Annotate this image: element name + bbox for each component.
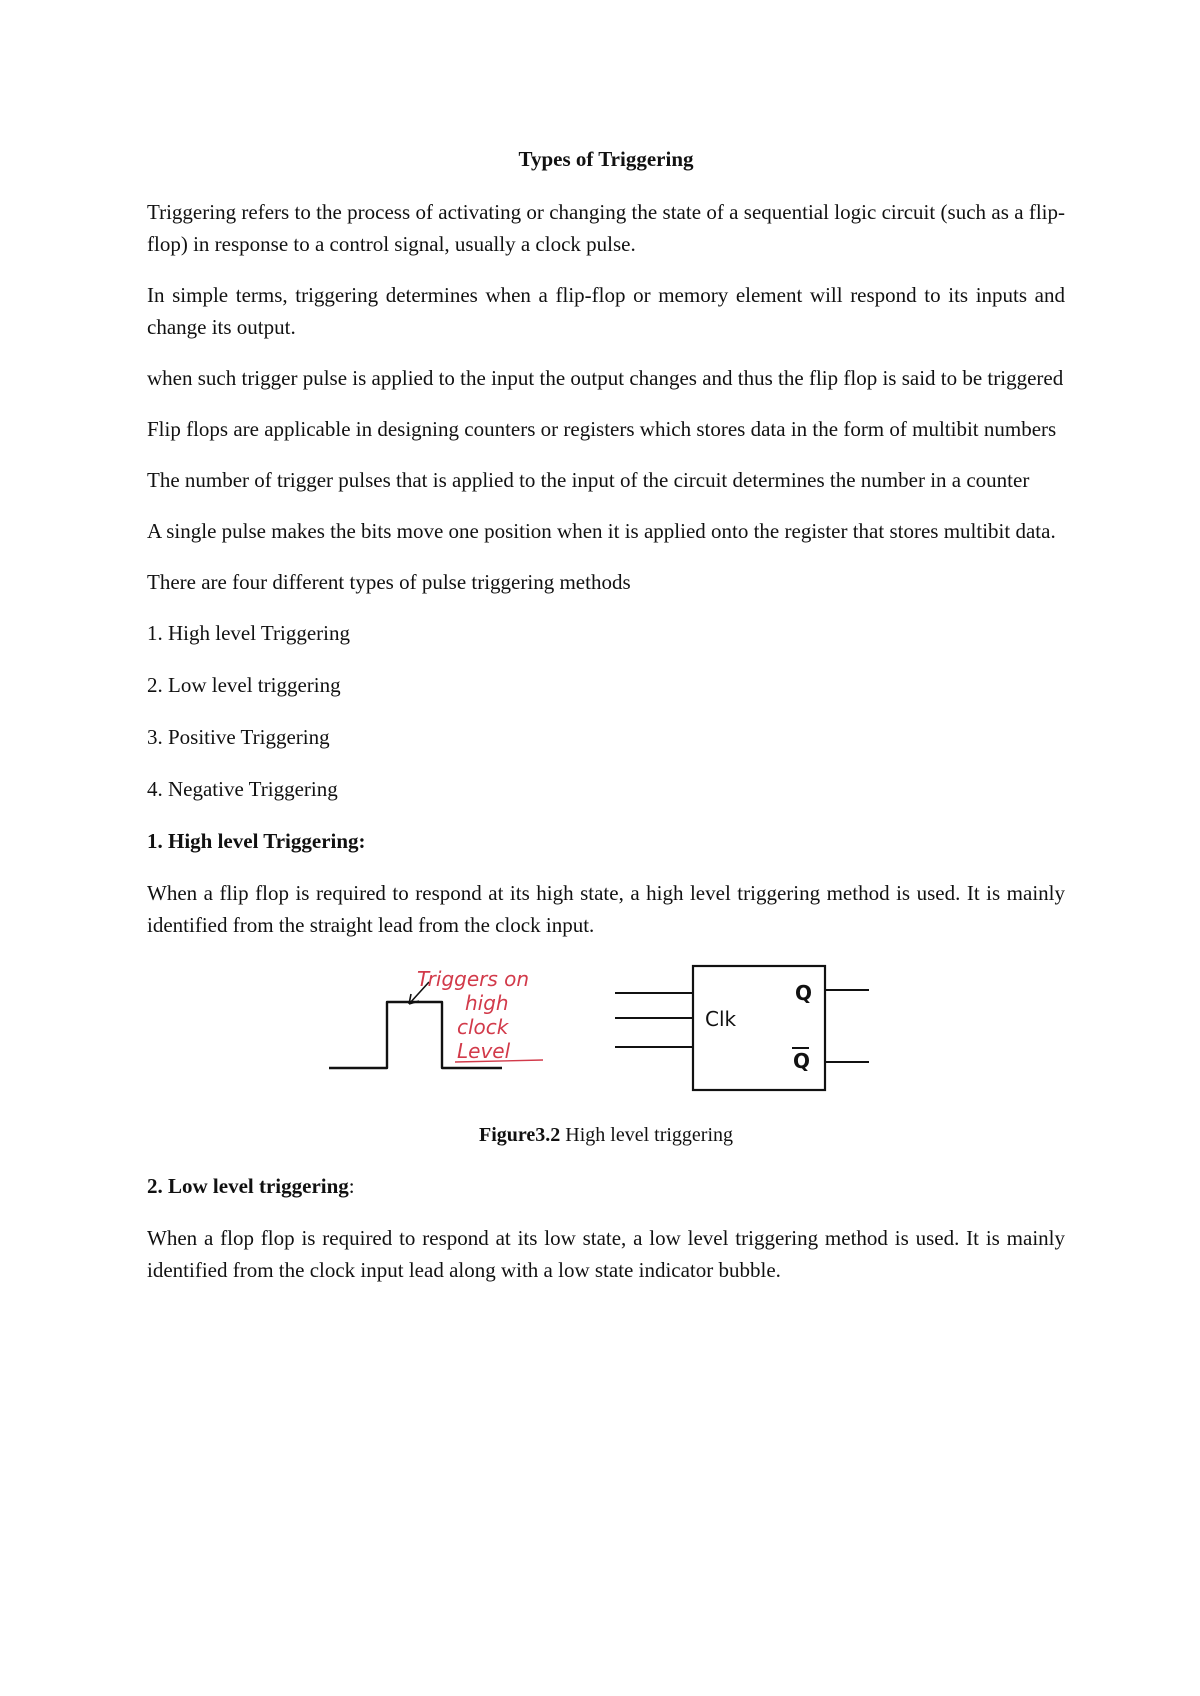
- section-heading-low-level-colon: :: [348, 1174, 355, 1198]
- annotation-line-3: clock: [457, 1015, 509, 1039]
- figure-caption-label: Figure3.2: [478, 1124, 561, 1146]
- annotation-line-2: high: [465, 991, 509, 1015]
- paragraph-pulse-count: The number of trigger pulses that is applied to the input of the circuit determines the number in a counter: [147, 468, 1030, 492]
- figure-diagram: [147, 960, 1065, 1110]
- section-heading-low-level: [147, 1170, 1065, 1202]
- section-heading-high-level: 1. High level Triggering:: [147, 829, 366, 853]
- output-qbar-label: Q: [793, 1049, 811, 1073]
- clock-input-label: Clk: [705, 1007, 737, 1031]
- list-item-positive: 3. Positive Triggering: [147, 725, 330, 749]
- paragraph-trigger-pulse: when such trigger pulse is applied to the input the output changes and thus the flip flop is said to be triggered: [147, 366, 1064, 390]
- document-page: [147, 142, 1065, 1305]
- section-heading-low-level-text: 2. Low level triggering: [147, 1174, 349, 1198]
- section-body-high-level: When a flip flop is required to respond at its high state, a high level triggering method is used. It is mainly identified from the straight lead from the clock input.: [147, 881, 1065, 937]
- annotation-line-1: Triggers on: [417, 967, 530, 991]
- figure-caption: [147, 1120, 1065, 1150]
- annotation-line-4: Level: [457, 1039, 511, 1063]
- paragraph-flip-flops-applicable: Flip flops are applicable in designing counters or registers which stores data in the form of multibit numbers: [147, 417, 1057, 441]
- output-q-label: Q: [795, 981, 813, 1005]
- section-body-low-level: When a flop flop is required to respond at its low state, a low level triggering method is used. It is mainly identified from the clock input lead along with a low state indicator bubble.: [147, 1226, 1065, 1282]
- paragraph-four-types: There are four different types of pulse triggering methods: [147, 570, 631, 594]
- paragraph-simple-terms: In simple terms, triggering determines when a flip-flop or memory element will respond to its inputs and change its output.: [147, 283, 1065, 339]
- list-item-high-level: 1. High level Triggering: [147, 621, 350, 645]
- figure-high-level-triggering: [147, 960, 1065, 1110]
- paragraph-single-pulse: A single pulse makes the bits move one position when it is applied onto the register that stores multibit data.: [147, 519, 1056, 543]
- page-title: Types of Triggering: [518, 147, 694, 171]
- paragraph-definition: Triggering refers to the process of activating or changing the state of a sequential logic circuit (such as a flip-flop) in response to a control signal, usually a clock pulse.: [147, 200, 1065, 256]
- list-item-negative: 4. Negative Triggering: [147, 777, 338, 801]
- figure-caption-text: High level triggering: [560, 1124, 734, 1146]
- list-item-low-level: 2. Low level triggering: [147, 673, 341, 697]
